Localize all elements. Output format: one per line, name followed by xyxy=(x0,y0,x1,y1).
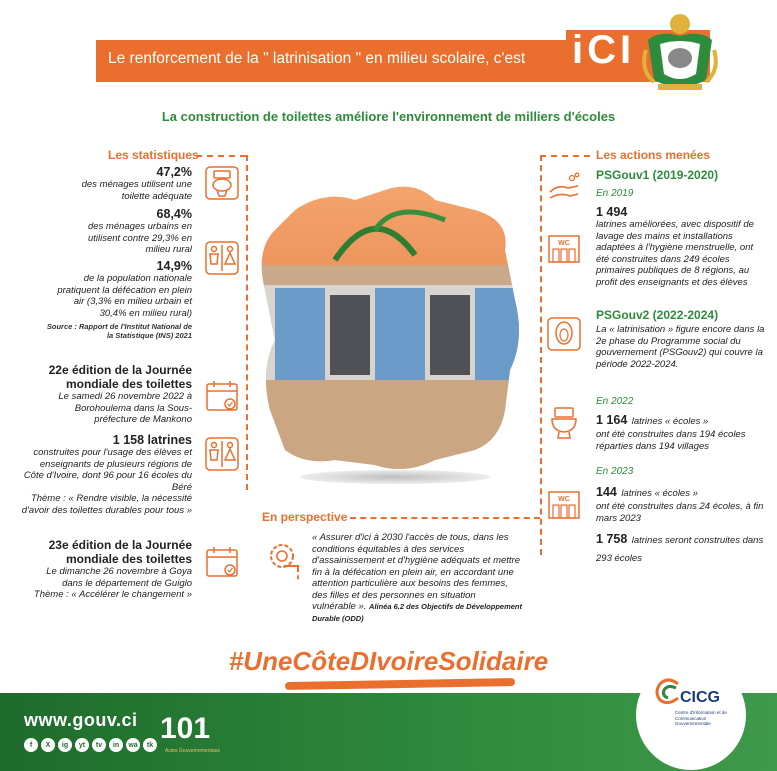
stat-1 xyxy=(0,165,192,202)
year-2023-unit: latrines « écoles » xyxy=(621,488,698,499)
logo-101-sub: Actes Gouvernementaux xyxy=(165,748,221,754)
perspective-dash xyxy=(350,517,540,519)
banner-text: Le renforcement de la " latrinisation " en milieu scolaire, c'est xyxy=(108,50,526,67)
year-2022-label: En 2022 xyxy=(596,396,634,407)
handwash-icon xyxy=(546,170,582,206)
year-2022-value: 1 164 xyxy=(596,413,628,427)
youtube-icon[interactable]: yt xyxy=(75,738,89,752)
page-subtitle: La construction de toilettes améliore l'environnement de milliers d'écoles xyxy=(161,109,616,124)
psgouv2-title: PSGouv2 (2022-2024) xyxy=(596,308,719,322)
latrines-1158 xyxy=(0,433,192,516)
stat-2-desc: des ménages urbains en utilisent contre 29,3% en milieu rural xyxy=(87,221,192,255)
calendar-icon xyxy=(204,378,240,414)
event-22-title: 22e édition de la Journée mondiale des toilettes xyxy=(48,363,192,391)
actions-dash xyxy=(540,155,590,157)
perspective-quote: « Assurer d'ici à 2030 l'accès de tous, dans les conditions équitables à des services d'assainissement et d'hygiène adéquats et mettre fin à la défécation en plein air, en accordant une attention particulière aux besoins des femmes, des filles et des personnes en situation vulnérable ». Alinéa 6.2 des Objectifs de Développement Durable (ODD) xyxy=(312,532,523,623)
wc-building-icon-2 xyxy=(546,486,582,522)
stats-title: Les statistiques xyxy=(108,148,199,162)
cote-divoire-map-photo xyxy=(255,170,530,480)
stat-3-value: 14,9% xyxy=(156,259,192,273)
psgouv1-desc: latrines améliorées, avec dispositif de lavage des mains et installations adaptées à l'hygiène menstruelle, ont été construites dans 249 écoles primaires publiques de 8 régions, au profit des enseignants et des élèves xyxy=(596,219,754,288)
tv-icon[interactable]: tv xyxy=(92,738,106,752)
whatsapp-icon[interactable]: wa xyxy=(126,738,140,752)
year-2023-label: En 2023 xyxy=(596,466,634,477)
year-2022-unit: latrines « écoles » xyxy=(631,416,709,427)
stats-dash xyxy=(196,155,246,157)
stat-2 xyxy=(0,207,192,256)
event-22-desc: Le samedi 26 novembre 2022 à Borohoulema dans la Sous-préfecture de Mankono xyxy=(58,391,192,425)
left-vertical-dash xyxy=(246,155,248,490)
restroom-icon xyxy=(204,240,240,276)
toilet-icon xyxy=(204,165,240,201)
tiktok-icon[interactable]: tk xyxy=(143,738,157,752)
social-icons xyxy=(24,738,157,754)
toilet-seat-icon xyxy=(546,316,582,352)
ici-logo: iCI xyxy=(572,28,636,72)
event-22-theme: Thème : « Rendre visible, la nécessité d'avoir des toilettes durables pour tous » xyxy=(21,493,192,516)
year-2023-value: 144 xyxy=(596,485,617,499)
cicg-subtitle: Centre d'Information et de Communication Gouvernementale xyxy=(675,710,727,726)
wc-building-icon xyxy=(546,230,582,266)
right-vertical-dash xyxy=(540,155,542,555)
website-link[interactable]: www.gouv.ci xyxy=(24,710,138,730)
year-2022 xyxy=(596,396,766,452)
x-icon[interactable]: X xyxy=(41,738,55,752)
toilet-icon-2 xyxy=(546,405,582,441)
calendar-icon-2 xyxy=(204,544,240,580)
year-2022-desc: ont été construites dans 194 écoles réparties dans 194 villages xyxy=(596,429,746,452)
instagram-icon[interactable]: ig xyxy=(58,738,72,752)
svg-text:WC: WC xyxy=(558,496,570,503)
linkedin-icon[interactable]: in xyxy=(109,738,123,752)
latrines-1158-desc: construites pour l'usage des élèves et enseignants de plusieurs régions de Côte d'Ivoire, dont 96 pour 16 écoles du Béré xyxy=(23,447,192,493)
year-2023-unit2: latrines seront construites dans 293 écoles xyxy=(596,535,764,564)
hashtag-underline xyxy=(285,678,515,690)
coat-of-arms-icon xyxy=(640,10,720,94)
svg-text:WC: WC xyxy=(558,240,570,247)
actions-title: Les actions menées xyxy=(596,148,711,162)
latrines-1158-value: 1 158 latrines xyxy=(112,433,192,447)
map-shadow xyxy=(300,470,490,484)
stat-2-value: 68,4% xyxy=(156,207,192,221)
perspective-source: Alinéa 6.2 des Objectifs de Développement Durable (ODD) xyxy=(312,602,523,623)
hashtag: #UneCôteDIvoireSolidaire xyxy=(228,646,549,676)
event-23-theme: Thème : « Accélérer le changement » xyxy=(33,589,192,600)
facebook-icon[interactable]: f xyxy=(24,738,38,752)
psgouv2 xyxy=(596,308,766,370)
event-23 xyxy=(0,538,192,601)
psgouv1 xyxy=(596,168,766,288)
stat-1-value: 47,2% xyxy=(156,165,192,179)
cicg-name: CICG xyxy=(680,689,720,706)
year-2023-desc: ont été construites dans 24 écoles, à fin mars 2023 xyxy=(596,501,764,524)
year-2023 xyxy=(596,466,766,566)
stats-source: Source : Rapport de l'Institut National de la Statistique (INS) 2021 xyxy=(46,322,192,340)
event-23-desc: Le dimanche 26 novembre à Goya dans le département de Guiglo xyxy=(46,566,192,589)
header-banner xyxy=(96,14,636,86)
restroom-icon-2 xyxy=(204,436,240,472)
psgouv2-desc: La « latrinisation » figure encore dans la 2e phase du Programme social du gouvernement (PSGouv2) qui couvre la période 2022-2024. xyxy=(596,324,765,370)
stat-3-desc: de la population nationale pratiquent la défécation en plein air (3,3% en milieu urbain et 30,4% en milieu rural) xyxy=(57,273,192,319)
event-23-title: 23e édition de la Journée mondiale des toilettes xyxy=(48,538,192,566)
stat-3 xyxy=(0,259,192,319)
perspective-title: En perspective xyxy=(262,510,348,524)
water-tap-gear-icon xyxy=(266,540,308,582)
psgouv1-year: En 2019 xyxy=(596,188,634,199)
psgouv1-title: PSGouv1 (2019-2020) xyxy=(596,168,719,182)
psgouv1-value: 1 494 xyxy=(596,205,628,219)
year-2023-value2: 1 758 xyxy=(596,532,628,546)
stat-1-desc: des ménages utilisent une toilette adéquate xyxy=(81,179,192,202)
logo-101: 101 xyxy=(160,712,211,745)
event-22 xyxy=(0,363,192,426)
